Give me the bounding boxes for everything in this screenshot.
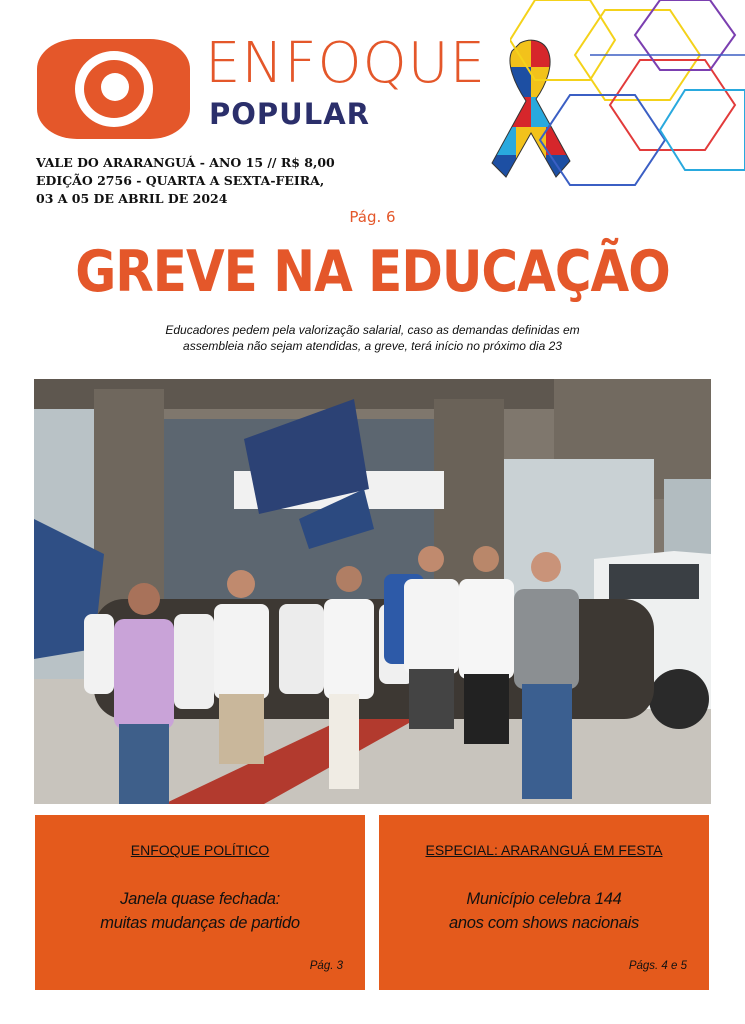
teaser-story-line-1: Janela quase fechada: — [120, 890, 280, 908]
teaser-page-reference: Págs. 4 e 5 — [628, 960, 687, 972]
teaser-special[interactable] — [379, 815, 709, 990]
edition-info — [36, 154, 366, 208]
lead-deck-line-2: assembleia não sejam atendidas, a greve, terá início no próximo dia 23 — [183, 339, 562, 353]
lead-photo — [34, 379, 711, 804]
teaser-section-title: ENFOQUE POLÍTICO — [130, 842, 270, 858]
edition-line-region: VALE DO ARARANGUÁ - ANO 15 // R$ 8,00 — [36, 155, 335, 170]
teaser-section-title: ESPECIAL: ARARANGUÁ EM FESTA — [425, 842, 663, 858]
lead-deck-line-1: Educadores pedem pela valorização salarial, caso as demandas definidas em — [165, 323, 580, 337]
edition-line-date: 03 A 05 DE ABRIL DE 2024 — [36, 191, 228, 206]
edition-line-number: EDIÇÃO 2756 - QUARTA A SEXTA-FEIRA, — [36, 173, 325, 188]
teaser-story-line-2: muitas mudanças de partido — [100, 914, 300, 932]
lead-headline: GREVE NA EDUCAÇÃO — [75, 238, 670, 305]
lead-page-reference: Pág. 6 — [349, 208, 396, 226]
brand-name: ENFOQUE — [205, 31, 487, 96]
teaser-page-reference: Pág. 3 — [309, 960, 343, 972]
teaser-story — [399, 887, 689, 935]
lead-deck — [150, 322, 595, 354]
hexagon-outline-decoration — [510, 0, 745, 195]
teaser-story-line-1: Município celebra 144 — [466, 890, 622, 908]
teaser-story-line-2: anos com shows nacionais — [449, 914, 639, 932]
eye-logo-icon — [37, 39, 190, 139]
teaser-story — [55, 887, 345, 935]
brand-subtitle: POPULAR — [209, 97, 370, 131]
teaser-politics[interactable] — [35, 815, 365, 990]
